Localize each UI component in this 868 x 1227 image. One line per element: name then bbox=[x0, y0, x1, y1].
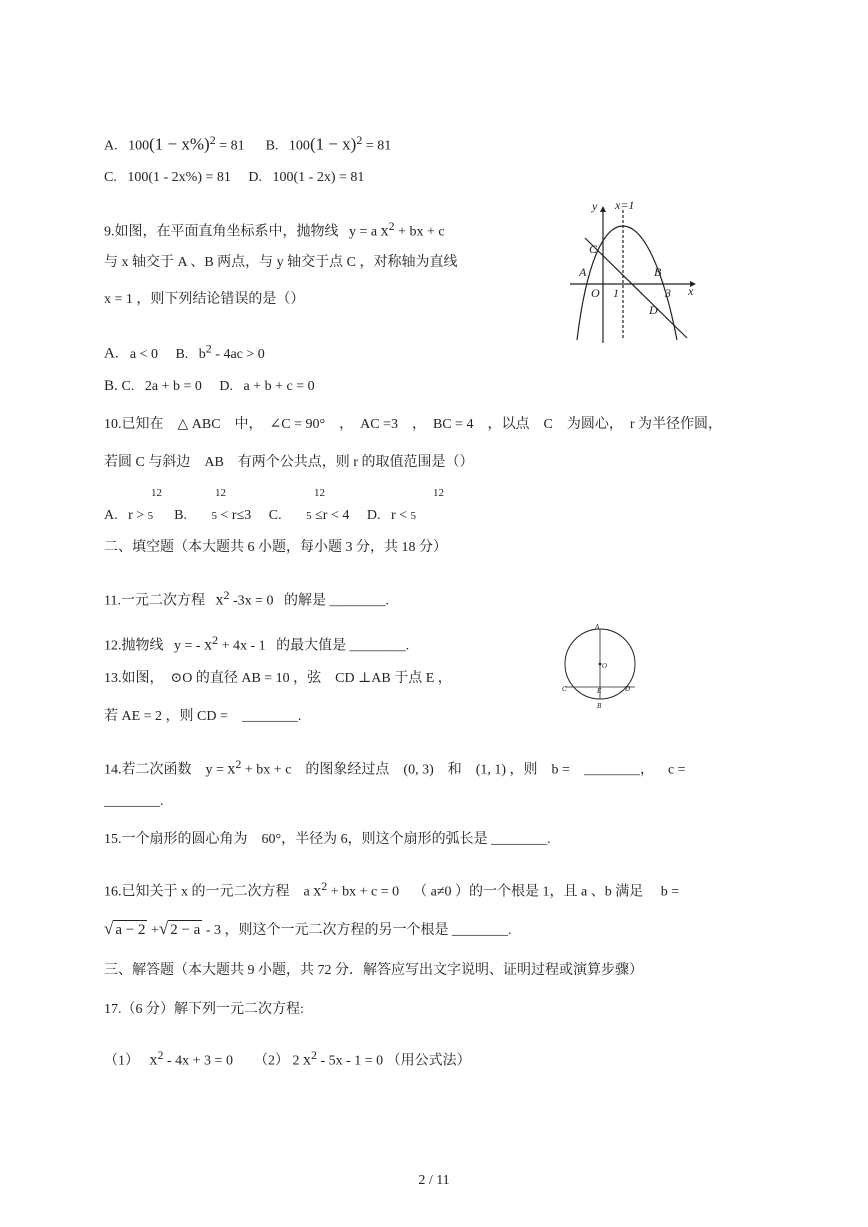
label-o: O bbox=[602, 662, 608, 670]
q9-options-ab: A. a < 0 B. $b^2 - 4ac > 0$ bbox=[104, 341, 265, 362]
q10-line2: 若圆 C 与斜边 AB 有两个公共点，则 r 的取值范围是（） bbox=[104, 455, 474, 470]
label-c: C bbox=[562, 685, 567, 693]
q13-line2: 若 AE = 2 ，则 CD = ________. bbox=[104, 709, 302, 724]
page-number: 2 / 11 bbox=[418, 1173, 450, 1188]
q9-line3: x = 1 ，则下列结论错误的是（） bbox=[104, 292, 305, 307]
label-o: O bbox=[591, 286, 600, 300]
q17-parts: （1） $x^2 - 4x + 3 = 0$ （2） 2 $x^2 - 5x - 1 = 0$ （用公式法） bbox=[104, 1048, 471, 1069]
frac-d-num: 12 bbox=[433, 487, 444, 499]
label-a: A bbox=[579, 265, 587, 279]
q8-option-a: A. $100(1 - x\%)^2 = 81$ B. $100(1 - x)^2 = 81$ bbox=[104, 133, 392, 154]
q16-line2: √ a − 2 +√ 2 − a - 3 ，则这个一元二次方程的另一个根是 ________. bbox=[104, 919, 512, 938]
q14-line2: ________. bbox=[104, 794, 164, 809]
label-1: 1 bbox=[613, 286, 619, 300]
q12: 12.抛物线 y = - $x^2 + 4x - 1$ 的最大值是 ________. bbox=[104, 633, 410, 654]
q9-line1: 9.如图，在平面直角坐标系中，抛物线 y = a $x^2$ + bx + c bbox=[104, 219, 445, 240]
straight-line bbox=[585, 238, 687, 338]
label-d: D bbox=[649, 303, 658, 317]
q13-line1: 13.如图， ⊙O 的直径 AB = 10 ，弦 CD ⊥AB 于点 E ， bbox=[104, 671, 452, 686]
label-e: E bbox=[597, 687, 602, 695]
label-y: y bbox=[592, 199, 598, 213]
section-3-heading: 三、解答题（本大题共 9 小题，共 72 分．解答应写出文字说明、证明过程或演算步骤） bbox=[104, 963, 643, 978]
q9-options-cd: B. C. 2a + b = 0 D. a + b + c = 0 bbox=[104, 378, 315, 394]
q17-title: 17.（6 分）解下列一元二次方程: bbox=[104, 1002, 304, 1017]
q10-options: A. r > 5 B. 5 < r≤3 C. 5 ≤r < 4 D. r < 5 bbox=[104, 508, 417, 523]
frac-a-num: 12 bbox=[151, 487, 162, 499]
circle-figure bbox=[560, 624, 640, 710]
q14-line1: 14.若二次函数 $y = x^2$ + bx + c 的图象经过点 (0, 3) 和 (1, 1) ，则 b = ________， c = bbox=[104, 757, 686, 778]
y-axis-arrow bbox=[600, 206, 606, 212]
q15: 15.一个扇形的圆心角为 60°，半径为 6，则这个扇形的弧长是 ________. bbox=[104, 832, 551, 847]
label-b: B bbox=[597, 702, 602, 710]
center-point bbox=[599, 663, 602, 666]
label-x1: x=1 bbox=[615, 198, 635, 212]
label-x: x bbox=[688, 284, 694, 298]
q11: 11.一元二次方程 $x^2$ -3x = 0 的解是 ________. bbox=[104, 588, 390, 609]
frac-b-num: 12 bbox=[215, 487, 226, 499]
q9-line2: 与 x 轴交于 A 、B 两点，与 y 轴交于点 C ，对称轴为直线 bbox=[104, 255, 458, 270]
q8-option-cd: C. 100(1 - 2x%) = 81 D. 100(1 - 2x) = 81 bbox=[104, 170, 365, 185]
q16-line1: 16.已知关于 x 的一元二次方程 a $x^2$ + bx + c = 0 （ a≠0 ）的一个根是 1，且 a 、b 满足 b = bbox=[104, 879, 680, 900]
label-a: A bbox=[595, 624, 600, 631]
label-c: C bbox=[589, 242, 598, 256]
label-d: D bbox=[625, 685, 631, 693]
frac-c-num: 12 bbox=[314, 487, 325, 499]
q10-line1: 10.已知在 △ ABC 中， ∠C = 90° ， AC =3 ， BC = 4 ，以点 C 为圆心， r 为半径作圆， bbox=[104, 417, 723, 432]
label-3: 3 bbox=[665, 286, 671, 300]
label-b: B bbox=[654, 265, 662, 279]
section-2-heading: 二、填空题（本大题共 6 小题，每小题 3 分，共 18 分） bbox=[104, 540, 447, 555]
parabola-figure bbox=[565, 198, 700, 343]
